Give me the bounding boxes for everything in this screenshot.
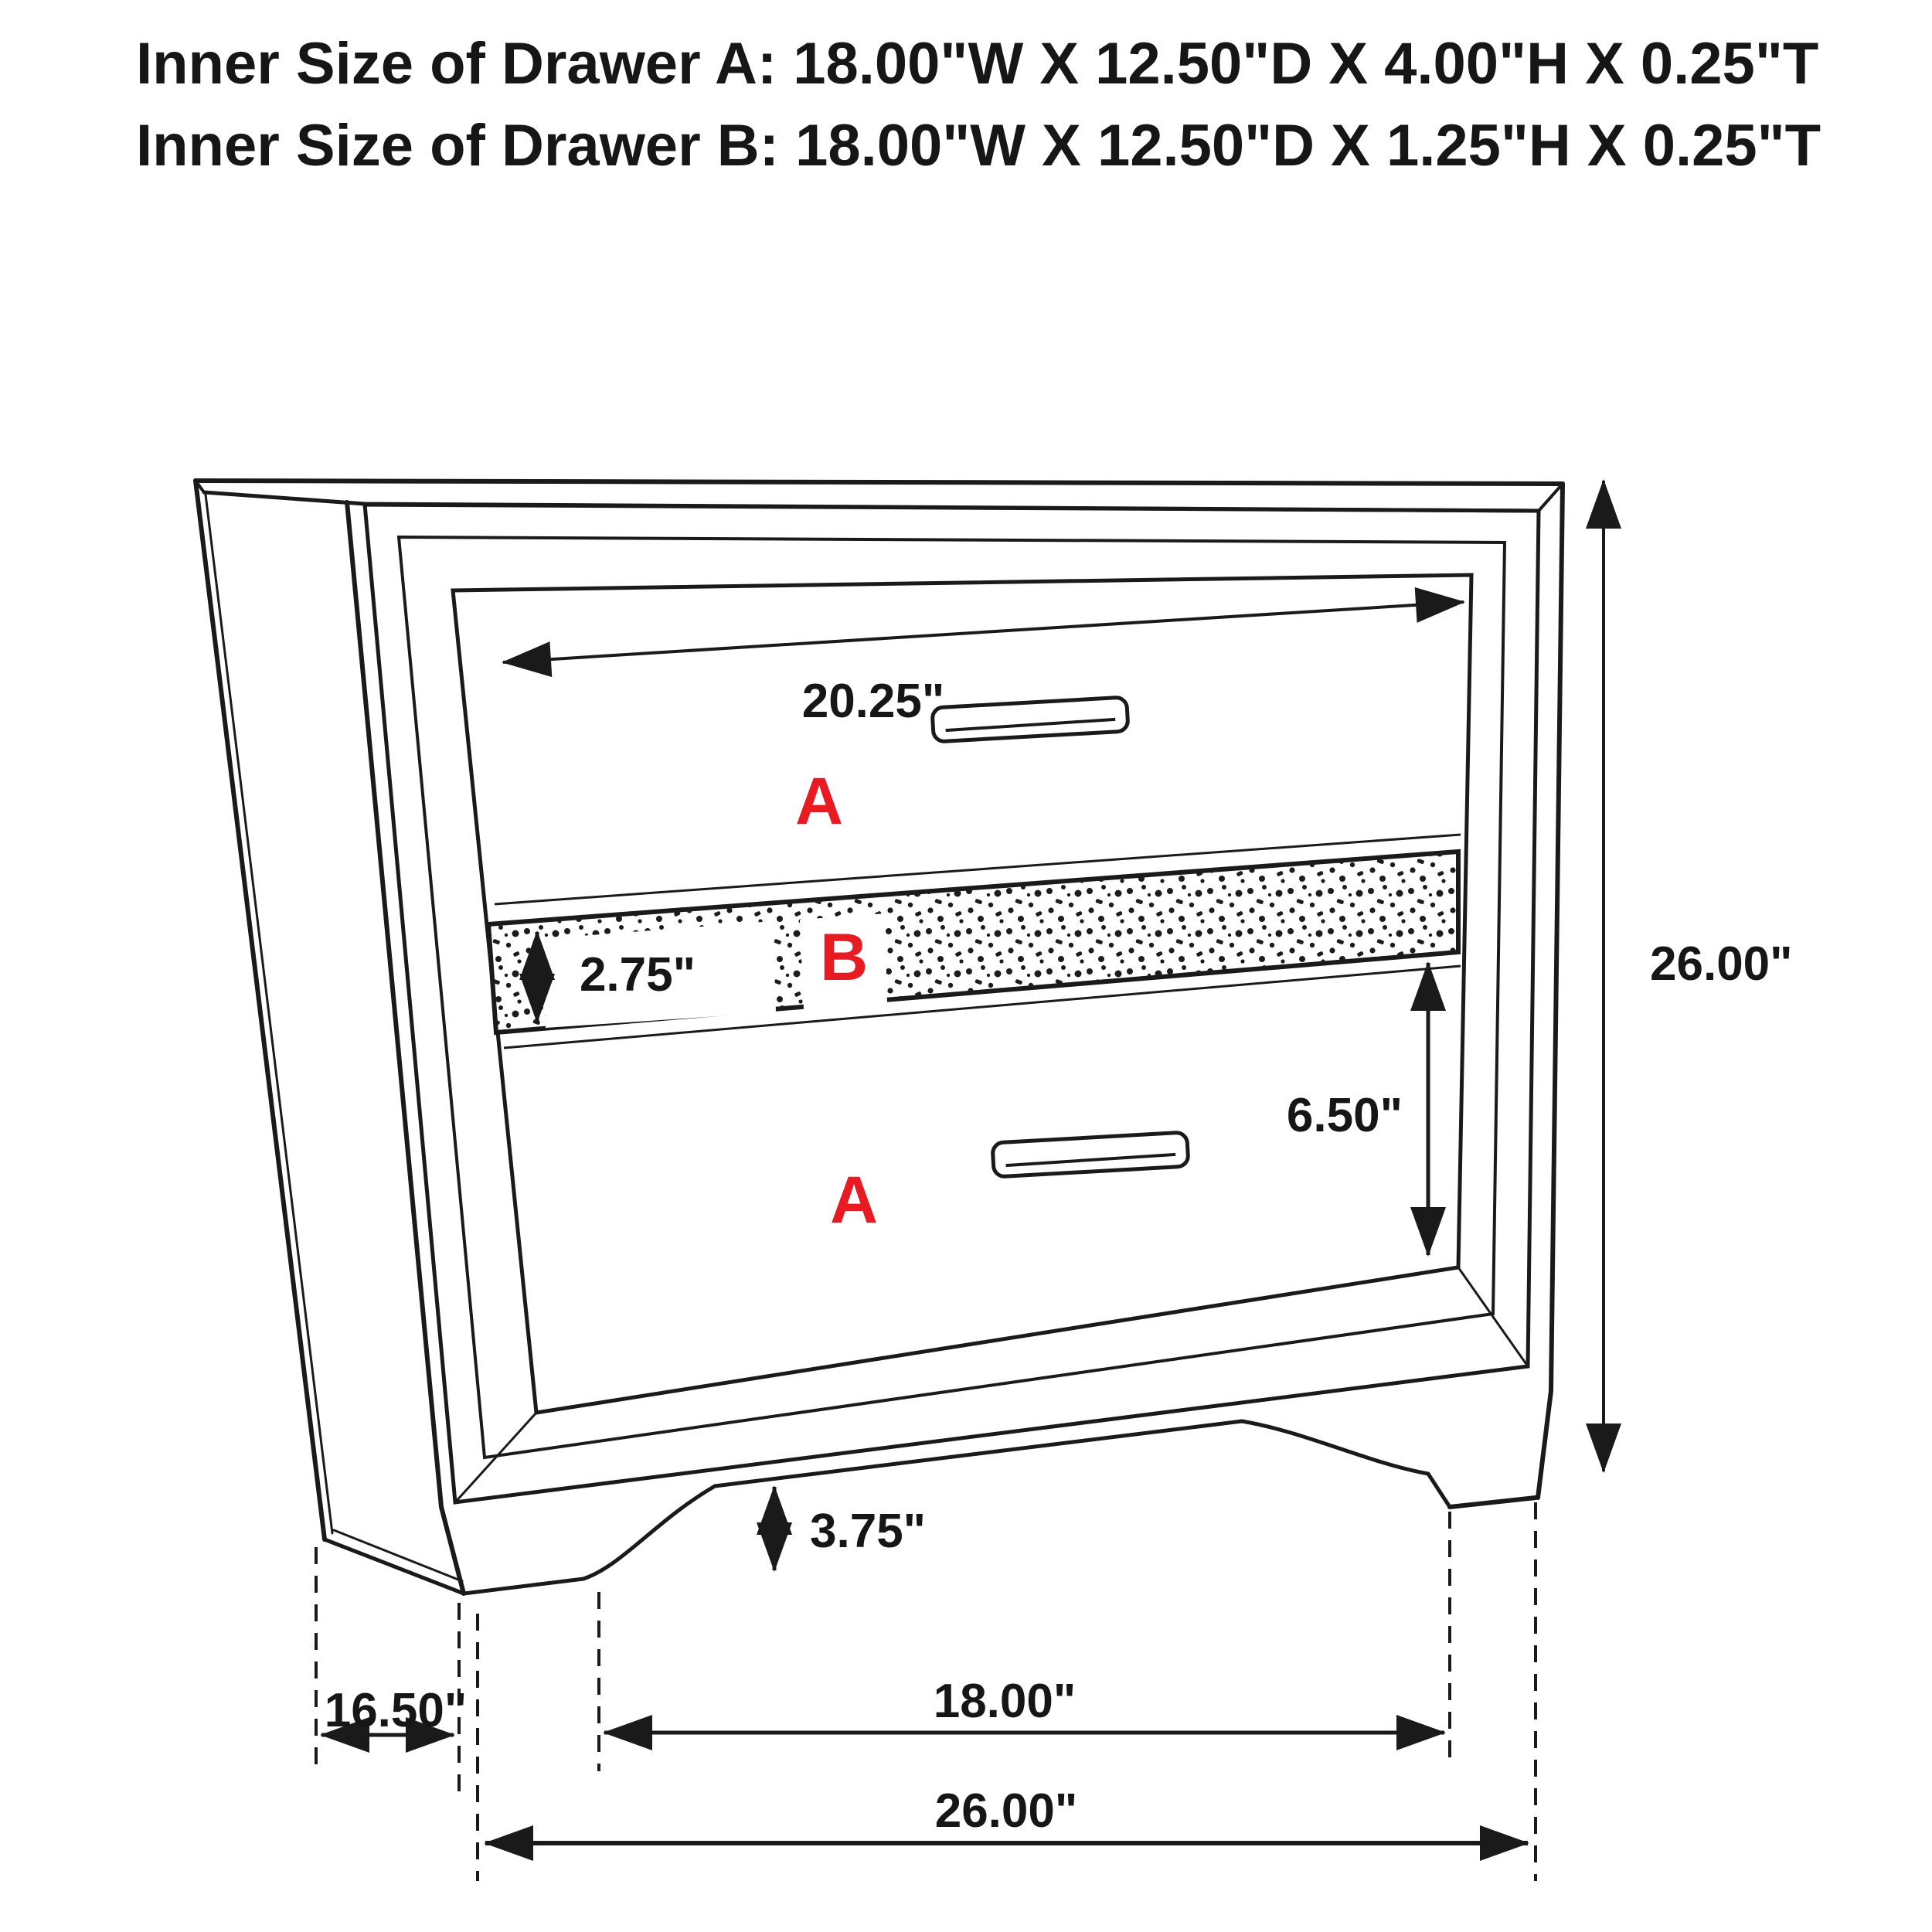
top-back-edge (196, 481, 1563, 484)
side-back-edge-inner (206, 495, 332, 1533)
drawer-label-a-top: A (794, 764, 844, 838)
dim-foot-height (774, 1487, 926, 1570)
top-right-corner-miter (1539, 484, 1563, 511)
valance-underside (715, 1421, 1242, 1486)
dim-label-drawer-a-height: 6.50" (1286, 1089, 1403, 1142)
header-line-drawer-b: Inner Size of Drawer B: 18.00"W X 12.50"D X 1.25"H X 0.25"T (136, 113, 1821, 179)
side-back-edge (196, 481, 325, 1539)
left-foot-bracket-curve (583, 1486, 715, 1579)
dim-label-overall-width: 26.00" (934, 1784, 1078, 1838)
dim-overall-height (1604, 481, 1793, 1471)
dim-label-drawer-front-width: 20.25" (801, 675, 945, 728)
side-bottom-edge-inner (334, 1530, 462, 1581)
dim-label-inner-width: 18.00" (933, 1675, 1077, 1728)
side-bottom-edge (325, 1539, 464, 1594)
dim-label-drawer-b-height: 2.75" (579, 948, 696, 1002)
header-line-drawer-a: Inner Size of Drawer A: 18.00"W X 12.50"D X 4.00"H X 0.25"T (136, 31, 1819, 97)
right-foot-bracket-curve (1242, 1421, 1428, 1474)
drawer-label-a-bottom: A (829, 1163, 879, 1237)
dim-overall-width (485, 1784, 1528, 1843)
cabinet-right-edge (1538, 484, 1563, 1498)
right-foot-left-edge (1428, 1474, 1450, 1507)
left-foot-flat (464, 1579, 583, 1594)
frame-miter-bottom-left (455, 1413, 536, 1502)
dim-depth (321, 1684, 467, 1737)
drawer-label-b: B (819, 920, 869, 995)
dim-inner-width (604, 1675, 1444, 1733)
dim-label-depth: 16.50" (324, 1684, 468, 1737)
extension-lines (316, 1502, 1536, 1881)
right-foot-bottom (1450, 1498, 1536, 1507)
dim-label-foot-height: 3.75" (810, 1505, 927, 1558)
dim-label-overall-height: 26.00" (1650, 937, 1793, 991)
